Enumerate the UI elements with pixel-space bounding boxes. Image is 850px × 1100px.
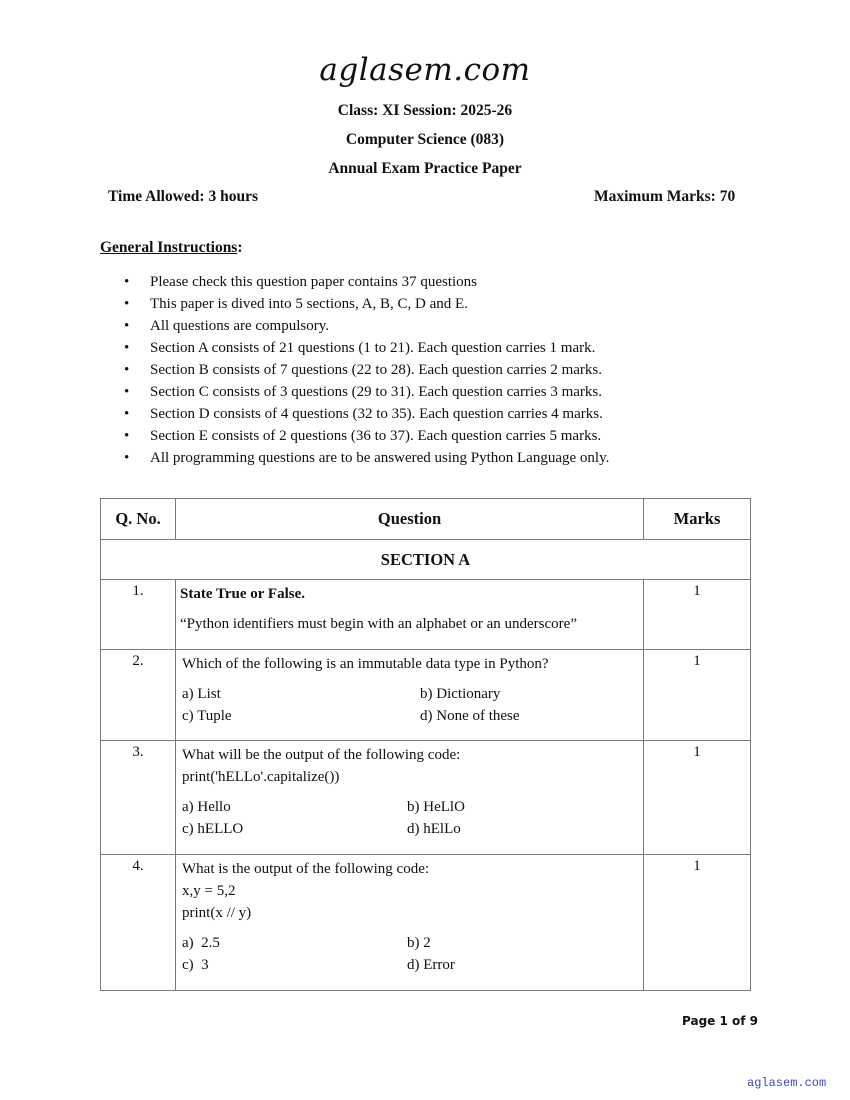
option-b: b) HeLlO	[407, 799, 465, 815]
section-row	[101, 540, 751, 580]
options-grid	[182, 796, 637, 840]
option-a: a) 2.5	[182, 935, 220, 951]
question-number: 4.	[101, 855, 176, 991]
instruction-item: • Section E consists of 2 questions (36 to 37). Each question carries 5 marks.	[100, 426, 609, 448]
code-line: print(x // y)	[182, 905, 252, 921]
question-cell	[176, 855, 644, 991]
question-cell	[176, 741, 644, 855]
table-row	[101, 650, 751, 741]
subject-title: Computer Science (083)	[345, 131, 505, 148]
question-text: What will be the output of the following code:	[182, 747, 461, 763]
option-a: a) Hello	[182, 799, 231, 815]
instruction-item: • All programming questions are to be answered using Python Language only.	[100, 448, 609, 470]
section-title: SECTION A	[101, 540, 751, 580]
table-header-row	[101, 499, 751, 540]
question-title: State True or False.	[180, 586, 305, 602]
instruction-item: • Section D consists of 4 questions (32 to 35). Each question carries 4 marks.	[100, 404, 609, 426]
question-number: 3.	[101, 741, 176, 855]
option-c: c) hELLO	[182, 821, 244, 837]
question-table	[100, 498, 751, 991]
header-question: Question	[176, 499, 644, 540]
instructions-heading-text: General Instructions	[100, 239, 238, 256]
option-c: c) Tuple	[182, 708, 232, 724]
instruction-item: • Section C consists of 3 questions (29 to 31). Each question carries 3 marks.	[100, 382, 609, 404]
instructions-heading-colon: :	[237, 239, 243, 256]
code-line: x,y = 5,2	[182, 883, 236, 899]
instructions-heading	[100, 239, 243, 257]
code-line: print('hELLo'.capitalize())	[182, 769, 340, 785]
table-row	[101, 580, 751, 650]
question-text: “Python identifiers must begin with an alphabet or an underscore”	[180, 616, 577, 632]
time-allowed: Time Allowed: 3 hours	[108, 188, 258, 205]
option-c: c) 3	[182, 957, 209, 973]
site-logo: aglasem.com	[319, 52, 531, 88]
question-marks: 1	[644, 855, 751, 991]
instruction-item: • Section B consists of 7 questions (22 to 28). Each question carries 2 marks.	[100, 360, 609, 382]
question-marks: 1	[644, 650, 751, 741]
instructions-list	[100, 272, 609, 470]
table-row	[101, 855, 751, 991]
question-number: 2.	[101, 650, 176, 741]
question-number: 1.	[101, 580, 176, 650]
watermark-link[interactable]: aglasem.com	[747, 1076, 827, 1090]
header-qno: Q. No.	[101, 499, 176, 540]
instruction-item: • This paper is dived into 5 sections, A, B, C, D and E.	[100, 294, 609, 316]
instruction-item: • Please check this question paper contains 37 questions	[100, 272, 609, 294]
question-marks: 1	[644, 741, 751, 855]
options-grid	[182, 932, 637, 976]
maximum-marks: Maximum Marks: 70	[594, 188, 736, 205]
table-row	[101, 741, 751, 855]
question-cell	[176, 580, 644, 650]
paper-title: Annual Exam Practice Paper	[328, 160, 522, 177]
class-session: Class: XI Session: 2025-26	[337, 102, 513, 119]
options-grid	[182, 683, 637, 727]
option-d: d) Error	[407, 957, 455, 973]
option-d: d) None of these	[420, 708, 520, 724]
header-marks: Marks	[644, 499, 751, 540]
question-text: What is the output of the following code:	[182, 861, 430, 877]
question-text: Which of the following is an immutable data type in Python?	[182, 656, 549, 672]
option-b: b) 2	[407, 935, 431, 951]
question-cell	[176, 650, 644, 741]
question-marks: 1	[644, 580, 751, 650]
instruction-item: • Section A consists of 21 questions (1 to 21). Each question carries 1 mark.	[100, 338, 609, 360]
option-b: b) Dictionary	[420, 686, 501, 702]
page-number: Page 1 of 9	[682, 1014, 758, 1028]
option-a: a) List	[182, 686, 221, 702]
option-d: d) hElLo	[407, 821, 461, 837]
instruction-item: • All questions are compulsory.	[100, 316, 609, 338]
